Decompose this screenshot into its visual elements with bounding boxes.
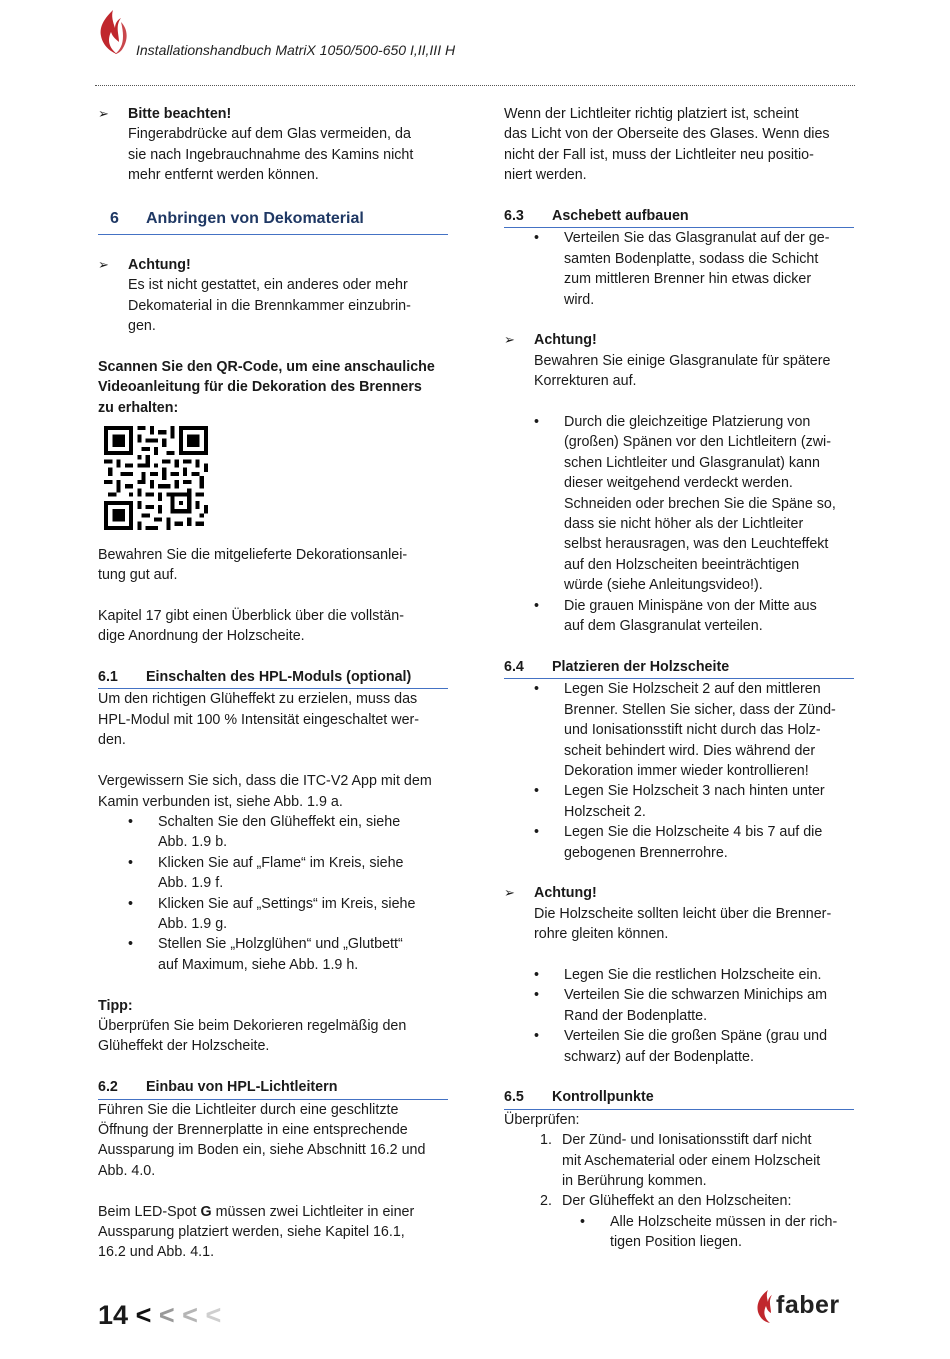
section-6-4-steps (504, 679, 854, 863)
bullet-icon: • (534, 681, 540, 698)
note-achtung (98, 255, 448, 337)
bullet-icon: • (534, 966, 540, 983)
prev-arrow-icon[interactable]: < (135, 1300, 152, 1330)
note-line: gen. (128, 318, 156, 335)
header-divider (95, 85, 855, 86)
list-item: • Legen Sie Holzscheit 3 nach hinten unter Holzscheit 2. (534, 783, 825, 820)
list-item: • Klicken Sie auf „Settings“ im Kreis, siehe Abb. 1.9 g. (128, 895, 416, 932)
note-heading: Achtung! (128, 257, 191, 274)
checkpoint-sublist (504, 1212, 854, 1253)
section-heading-6-5: 6.5 Kontrollpunkte (504, 1087, 854, 1109)
flame-logo-icon (95, 8, 131, 56)
list-item: 2. Der Glüheffekt an den Holzscheiten: (540, 1193, 792, 1210)
section-6-3-steps-continued (504, 412, 854, 636)
bullet-icon: • (534, 1028, 540, 1045)
arrow-bullet-icon: ➢ (98, 257, 109, 273)
page-header (95, 8, 855, 86)
note-line: mehr entfernt werden können. (128, 167, 319, 184)
list-item: • Legen Sie die restlichen Holzscheite ein. (504, 965, 854, 985)
bullet-icon: • (534, 414, 540, 431)
section-heading-6-2: 6.2 Einbau von HPL-Lichtleitern (98, 1077, 448, 1099)
arrow-bullet-icon: ➢ (504, 885, 515, 901)
bullet-icon: • (128, 854, 134, 871)
bullet-icon: • (534, 230, 540, 247)
section-heading-6-3: 6.3 Aschebett aufbauen (504, 206, 854, 228)
list-item: • Verteilen Sie die großen Späne (grau und schwarz) auf der Bodenplatte. (534, 1028, 828, 1065)
section-6-4-steps-continued (504, 965, 854, 1067)
checkpoint-list (504, 1130, 854, 1212)
document-title: Installationshandbuch MatriX 1050/500-650 I,II,III H (136, 42, 456, 58)
section-6-2-body: Führen Sie die Lichtleiter durch eine geschlitzte Öffnung der Brennerplatte in eine entsprechende Aussparung im Boden ein, siehe Abschnitt 16.2 und Abb. 4.0. Beim LED-Spot G müssen zwei Lichtleiter in einer Aussparung platziert werden, siehe Kapitel 16.1, 16.2 und Abb. 4.1. (98, 1101, 426, 1261)
chapter-17-reference: Kapitel 17 gibt einen Überblick über die vollstän- dige Anordnung der Holzscheite. (98, 607, 404, 645)
arrow-bullet-icon: ➢ (504, 332, 515, 348)
bullet-icon: • (534, 783, 540, 800)
bullet-icon: • (534, 824, 540, 841)
bullet-icon: • (128, 895, 134, 912)
prev-arrow-icon[interactable]: < (182, 1300, 198, 1330)
keep-instructions: Bewahren Sie die mitgelieferte Dekorationsanlei- tung gut auf. (98, 546, 408, 584)
list-item: • Verteilen Sie die schwarzen Minichips am Rand der Bodenplatte. (534, 987, 828, 1024)
qr-code-icon[interactable] (104, 426, 208, 530)
bullet-icon: • (128, 936, 134, 953)
note-line: Fingerabdrücke auf dem Glas vermeiden, da (128, 126, 411, 143)
check-intro: Überprüfen: (504, 1111, 580, 1128)
brand-logo (754, 1288, 854, 1324)
prev-arrow-icon[interactable]: < (158, 1300, 175, 1330)
bullet-icon: • (128, 813, 134, 830)
section-6-3-steps (504, 228, 854, 310)
section-heading-6-1: 6.1 Einschalten des HPL-Moduls (optional) (98, 667, 448, 689)
note-achtung: ➢ Achtung! Bewahren Sie einige Glasgranulate für spätere Korrekturen auf. (504, 332, 831, 390)
list-item: • Alle Holzscheite müssen in der rich- tigen Position liegen. (580, 1213, 838, 1251)
note-line: sie nach Ingebrauchnahme des Kamins nicht (128, 146, 414, 163)
flame-logo-icon (754, 1288, 776, 1324)
section-6-1-steps (98, 812, 448, 975)
note-line: Dekomaterial in die Brennkammer einzubrin- (128, 297, 411, 314)
list-item: • Legen Sie Holzscheit 2 auf den mittleren Brenner. Stellen Sie sicher, dass der Zünd- und Ionisationsstift nicht durch das Holz- scheit behindert wird. Dies während der Dekoration immer wieder kontrollieren! (534, 681, 836, 779)
light-guide-intro: Wenn der Lichtleiter richtig platziert ist, scheint das Licht von der Oberseite des Glases. Wenn dies nicht der Fall ist, muss der Lichtleiter neu positio- niert werden. (504, 106, 830, 184)
right-column (504, 104, 854, 1253)
left-column (98, 104, 448, 1263)
note-achtung: ➢ Achtung! Die Holzscheite sollten leicht über die Brenner- rohre gleiten können. (504, 885, 832, 943)
note-heading: Bitte beachten! (128, 106, 232, 122)
bullet-icon: • (534, 597, 540, 614)
brand-name: faber (776, 1291, 840, 1319)
section-6-1-body: Um den richtigen Glüheffekt zu erzielen, muss das HPL-Modul mit 100 % Intensität eingeschaltet wer- den. Vergewissern Sie sich, dass die ITC-V2 App mit dem Kamin verbunden ist, siehe Abb. 1.9 a. (98, 691, 432, 810)
tip-block: Tipp: Überprüfen Sie beim Dekorieren regelmäßig den Glüheffekt der Holzscheite. (98, 997, 407, 1055)
page-number: 14 < < < < (98, 1300, 222, 1330)
arrow-bullet-icon: ➢ (98, 106, 109, 121)
bullet-icon: • (534, 987, 540, 1004)
section-heading-6-4: 6.4 Platzieren der Holzscheite (504, 657, 854, 679)
list-item: • Schalten Sie den Glüheffekt ein, siehe Abb. 1.9 b. (128, 813, 401, 851)
note-line: Es ist nicht gestattet, ein anderes oder mehr (128, 277, 408, 294)
note-bitte-beachten (98, 104, 448, 186)
list-item: • Legen Sie die Holzscheite 4 bis 7 auf die gebogenen Brennerrohre. (534, 824, 823, 861)
bullet-icon: • (580, 1213, 586, 1230)
section-heading-6: 6 Anbringen von Dekomaterial (98, 205, 448, 235)
list-item: • Durch die gleichzeitige Platzierung von (großen) Spänen vor den Lichtleitern (zwi- schen Lichtleiter und Glasgranulat) kann dieser weitgehend verdeckt werden. Schneiden oder brechen Sie die Späne so, dass sie nicht höher als der Lichtleiter selbst herausragen, was den Leuchteffekt auf den Holzscheiten beeinträchtigen würde (siehe Anleitungsvideo!). (534, 414, 836, 594)
list-item: • Die grauen Minispäne von der Mitte aus auf dem Glasgranulat verteilen. (534, 597, 817, 635)
list-item: • Klicken Sie auf „Flame“ im Kreis, siehe Abb. 1.9 f. (128, 854, 404, 892)
prev-arrow-icon[interactable]: < (205, 1300, 222, 1330)
list-item: 1. Der Zünd- und Ionisationsstift darf nicht mit Aschematerial oder einem Holzscheit in Berührung kommen. (540, 1132, 821, 1190)
list-item: • Stellen Sie „Holzglühen“ und „Glutbett“ auf Maximum, siehe Abb. 1.9 h. (128, 936, 403, 973)
qr-intro: Scannen Sie den QR-Code, um eine anschauliche Videoanleitung für die Dekoration des Brenners zu erhalten: (98, 359, 435, 416)
list-item: • Verteilen Sie das Glasgranulat auf der ge- samten Bodenplatte, sodass die Schicht zum mittleren Brenner hin etwas dicker wird. (534, 230, 830, 308)
